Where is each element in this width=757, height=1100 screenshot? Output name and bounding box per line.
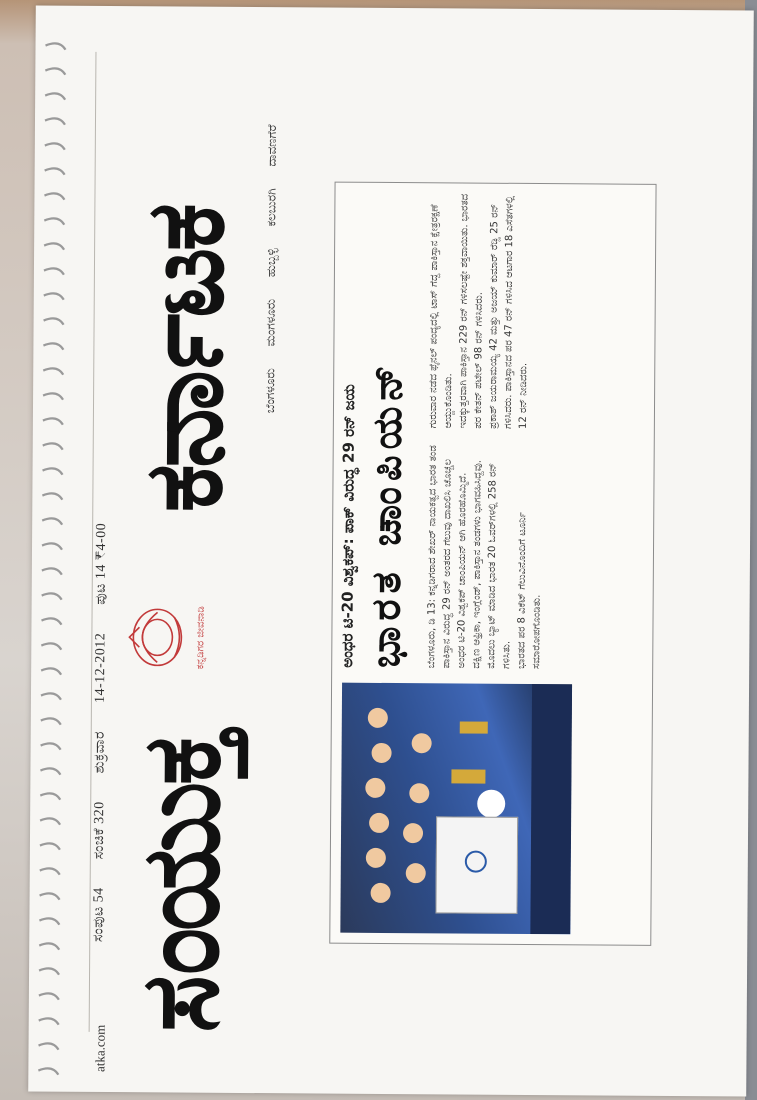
meta-day: ಶುಕ್ರವಾರ — [92, 730, 108, 774]
album-page — [28, 6, 754, 1097]
meta-pages-price: ಪುಟ 14 ₹4-00 — [93, 522, 110, 605]
edition-item: ಕಲಬುರಗಿ — [264, 188, 279, 227]
site-url: atka.com — [92, 1024, 108, 1073]
edition-item: ಹುಬ್ಬಳ್ಳಿ — [263, 248, 279, 278]
article-paragraph: ಗುರುವಾರ ನಡೆದ ಫೈನಲ್ ಪಂದ್ಯದಲ್ಲಿ ಟಾಸ್ ಗೆದ್ದ ಪಾಕಿಸ್ತಾನ ಕ್ಷೇತ್ರರಕ್ಷಣೆ ಆಯ್ದುಕೊಂಡಿತು. — [427, 204, 455, 429]
team-photo — [340, 683, 572, 935]
article-kicker: ಅಂಧರ ಟಿ-20 ವಿಶ್ವಕಪ್: ಪಾಕ್ ವಿರುದ್ಧ 29 ರನ್ ಜಯ — [338, 384, 359, 668]
emblem-caption: ಕನ್ನಡಿಗರ ಜೀವನಾಡಿ — [195, 606, 207, 670]
meta-issue: ಸಂಚಿಕೆ 320 — [91, 801, 108, 860]
article-paragraph: ಪ್ರಕಾಶ್ ಜಯರಾಮಯ್ಯ 42 ಮತ್ತು ಅಜಯ್ ಕುಮಾರ್ ರೆಡ್ಡಿ 25 ರನ್ ಗಳಿಸಿದರು. ಪಾಕಿಸ್ತಾನದ ಪರ 47 ರನ್ ಗಳಿಸಿದ ಆಟಗಾರ 18 ಎಸೆತಗಳಲ್ಲಿ 12 ರನ್ ನೀಡಿದರು. — [487, 195, 530, 429]
article-paragraph: ಇದಕ್ಕುತ್ತರವಾಗಿ ಪಾಕಿಸ್ತಾನ 229 ರನ್ ಗಳಿಸಲಷ್ಟೇ ಶಕ್ತವಾಯಿತು. ಭಾರತದ ಪರ ಕೇತನ್ ಪಟೇಲ್ 98 ರನ್ ಗಳಿಸಿದರು. — [457, 193, 485, 429]
meta-volume: ಸಂಪುಟ 54 — [91, 887, 107, 943]
edition-list — [263, 43, 290, 413]
rotated-newspaper — [28, 6, 754, 1097]
masthead-word-1: ಸಂಯುಕ್ತ — [116, 731, 245, 1033]
article-column-2 — [426, 193, 533, 429]
edition-item: ಬೆಂಗಳೂರು — [262, 368, 278, 414]
news-clipping — [329, 182, 656, 946]
prize-cheque — [435, 816, 518, 914]
meta-date: 14-12-2012 — [92, 632, 109, 704]
newspaper-emblem — [119, 582, 220, 693]
article-paragraph: ಬೆಂಗಳೂರು, ಡಿ 13: ಕನ್ನಡಿಗರಾದ ಶೇಖರ್ ನಾಯಕತ್ವದ ಭಾರತ ತಂಡ ಪಾಕಿಸ್ತಾನ ವಿರುದ್ಧ 29 ರನ್ ಅಂತರದ ಗೆಲುವು ದಾಖಲಿಸಿ ಚೊಚ್ಚಲ ಅಂಧರ ಟಿ-20 ವಿಶ್ವಕಪ್ ಚಾಂಪಿಯನ್ ಆಗಿ ಹೊರಹೊಮ್ಮಿದೆ. — [426, 445, 469, 669]
article-headline: ಭಾರತ ಚಾಂಪಿಯನ್ — [362, 359, 412, 669]
masthead-word-2: ಕರ್ನಾಟಕ — [120, 206, 249, 513]
article-paragraph: ಭಾರತದ ಪರ 8 ವಿಕೆಟ್‌ ಗೆಲುವಿನೊಂದಿಗೆ ಟೂರ್ನಿ ಸಮಾರೋಪಗೊಂಡಿತು. — [516, 512, 543, 670]
edition-item: ಮಂಗಳೂರು — [263, 298, 278, 347]
edition-item: ದಾವಣಗೆರೆ — [264, 124, 279, 167]
article-column-1 — [424, 443, 546, 669]
article-paragraph: ದಕ್ಷಿಣ ಆಫ್ರಿಕಾ, ಇಂಗ್ಲೆಂಡ್, ಪಾಕಿಸ್ತಾನ ತಂಡಗಳು ಭಾಗವಹಿಸಿದ್ದವು. ಮೊದಲು ಬ್ಯಾಟ್ ಮಾಡಿದ ಭಾರತ 20 ಓವರ್‌ಗಳಲ್ಲಿ 258 ರನ್ ಗಳಿಸಿತು. — [471, 460, 513, 669]
masthead — [115, 52, 252, 1033]
cheque-emblem-icon — [465, 851, 487, 873]
